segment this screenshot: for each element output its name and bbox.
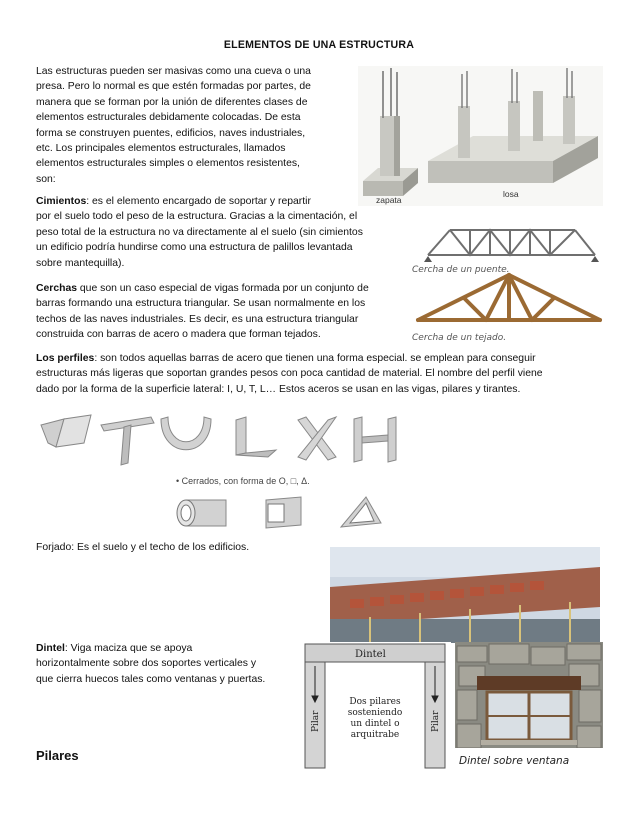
intro-line: manera que se forman por la unión de diferentes clases de bbox=[36, 96, 308, 108]
zapata-label: zapata bbox=[376, 195, 402, 205]
foundation-figure bbox=[358, 66, 603, 206]
lintel-center-line: arquitrabe bbox=[350, 730, 400, 740]
intro-line: etc. Los principales elementos estructurales, llamados bbox=[36, 143, 286, 155]
lintel-center-line: un dintel o bbox=[350, 719, 400, 729]
pilares-heading: Pilares bbox=[36, 748, 79, 763]
cimientos-line: sobre mantequilla). bbox=[36, 257, 125, 269]
cimientos-line: por el suelo todo el peso de la estructura. Gracias a la cimentación, el bbox=[36, 211, 358, 223]
cerchas-paragraph bbox=[36, 281, 411, 343]
cerchas-line: construida con barras de acero o madera que forman tejados. bbox=[36, 329, 321, 341]
cimientos-paragraph bbox=[36, 194, 406, 271]
perfiles-line: dado por la forma de la superficie lateral: I, U, T, L… Estos aceros se usan en las vigas, pilares y tirantes. bbox=[36, 383, 521, 395]
intro-line: elementos estructurales simples o elementos resistentes, bbox=[36, 158, 300, 170]
perfiles-term: Los perfiles bbox=[36, 353, 95, 364]
lintel-center-line: sosteniendo bbox=[347, 708, 403, 718]
intro-line: forma se construyen puentes, edificios, naves industriales, bbox=[36, 127, 306, 139]
cerchas-line: techos de las naves industriales. Es decir, es una estructura triangular bbox=[36, 313, 359, 325]
window-photo bbox=[455, 642, 603, 770]
closed-profiles-caption: • Cerrados, con forma de O, □, Δ. bbox=[176, 476, 310, 486]
cimientos-line: un edificio podría hundirse como una estructura de palillos levantada bbox=[36, 242, 353, 254]
lintel-diagram bbox=[303, 642, 451, 770]
dintel-diagram-label: Dintel bbox=[355, 649, 386, 660]
cimientos-term: Cimientos bbox=[36, 196, 87, 207]
cimientos-line: peso total de la estructura no va directamente al el suelo (sin cimientos bbox=[36, 226, 363, 238]
trusses-figure bbox=[410, 220, 610, 345]
dintel-line: horizontalmente sobre dos soportes verticales y bbox=[36, 658, 257, 670]
dintel-term: Dintel bbox=[36, 643, 65, 654]
intro-paragraph bbox=[36, 64, 356, 187]
cerchas-term: Cerchas bbox=[36, 283, 78, 294]
pilar-left-label: Pilar bbox=[311, 710, 321, 732]
perfiles-line: estructuras más ligeras que soportan grandes pesos con poca cantidad de material. El nombre del perfil viene bbox=[36, 368, 543, 380]
forjado-figure bbox=[330, 547, 600, 643]
cimientos-line: : es el elemento encargado de soportar y repartir bbox=[86, 196, 311, 207]
forjado-text: Forjado: Es el suelo y el techo de los edificios. bbox=[36, 542, 250, 553]
pilar-right-label: Pilar bbox=[431, 710, 441, 732]
losa-label: losa bbox=[503, 189, 519, 199]
window-caption: Dintel sobre ventana bbox=[459, 755, 570, 767]
cerchas-line: que son un caso especial de vigas formada por un conjunto de bbox=[77, 283, 369, 294]
roof-truss-caption: Cercha de un tejado. bbox=[412, 333, 507, 343]
intro-line: presa. Pero lo normal es que estén formadas por partes, de bbox=[36, 81, 311, 93]
intro-line: son: bbox=[36, 173, 56, 185]
cerchas-line: barras formando una estructura triangular. Se usan normalmente en los bbox=[36, 298, 366, 310]
dintel-line: : Viga maciza que se apoya bbox=[64, 643, 193, 654]
profiles-figure bbox=[36, 405, 441, 535]
perfiles-line: : son todos aquellas barras de acero que tienen una forma especial. se emplean para conseguir bbox=[94, 353, 536, 364]
bridge-truss-caption: Cercha de un puente. bbox=[412, 265, 510, 275]
dintel-line: que cierra huecos tales como ventanas y puertas. bbox=[36, 673, 266, 685]
dintel-paragraph bbox=[36, 641, 304, 687]
intro-line: Las estructuras pueden ser masivas como una cueva o una bbox=[36, 66, 311, 77]
intro-line: elementos estructurales debidamente colocadas. De esta bbox=[36, 112, 301, 124]
page-title: ELEMENTOS DE UNA ESTRUCTURA bbox=[223, 39, 415, 51]
perfiles-paragraph bbox=[36, 351, 608, 397]
lintel-center-line: Dos pilares bbox=[349, 697, 401, 707]
